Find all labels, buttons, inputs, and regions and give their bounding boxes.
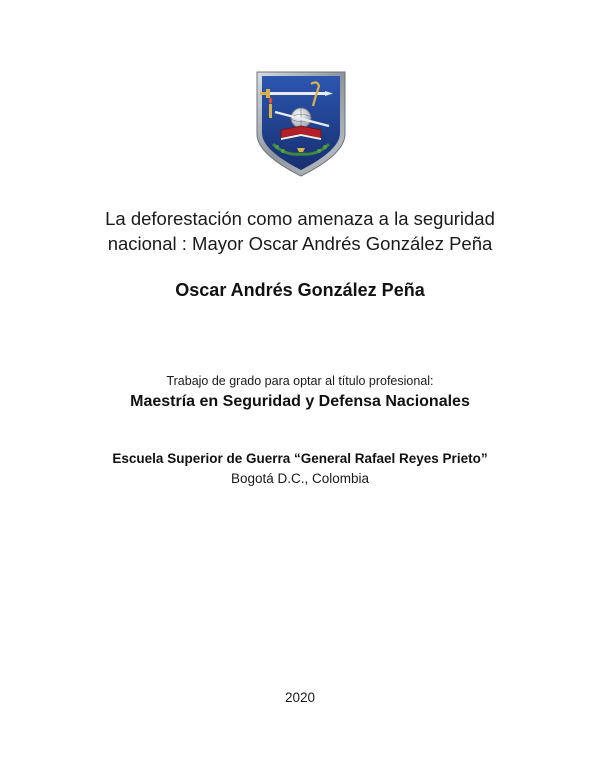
author-name: Oscar Andrés González Peña xyxy=(175,280,425,300)
military-school-crest-icon xyxy=(255,70,347,178)
title-line-1: La deforestación como amenaza a la seguridad xyxy=(105,208,495,229)
school-name: Escuela Superior de Guerra “General Rafael Reyes Prieto” xyxy=(112,451,488,466)
degree-name: Maestría en Seguridad y Defensa Nacionales xyxy=(130,393,470,410)
document-title xyxy=(40,206,560,256)
city-location: Bogotá D.C., Colombia xyxy=(230,471,370,486)
title-line-2: nacional : Mayor Oscar Andrés González Peña xyxy=(107,233,493,254)
publication-year: 2020 xyxy=(284,690,316,705)
degree-intro-text: Trabajo de grado para optar al título profesional: xyxy=(166,374,434,388)
